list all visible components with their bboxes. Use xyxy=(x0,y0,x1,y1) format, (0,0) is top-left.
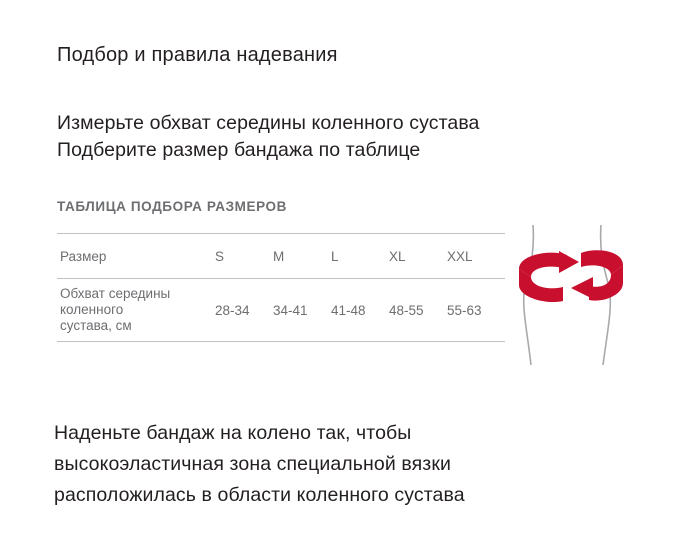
bottom-instruction-line-3: расположилась в области коленного сустава xyxy=(54,484,465,506)
table-header-size-xxl: XXL xyxy=(447,234,505,279)
table-row-label-line-2: коленного xyxy=(60,302,124,317)
table-row xyxy=(57,279,505,342)
table-header-size-s: S xyxy=(215,234,273,279)
table-cell-xl: 48-55 xyxy=(389,279,447,342)
top-instruction-line-2: Подберите размер бандажа по таблице xyxy=(57,139,421,161)
table-header-label: Размер xyxy=(57,234,215,279)
table-header-size-m: M xyxy=(273,234,331,279)
table-header-size-xl: XL xyxy=(389,234,447,279)
table-cell-l: 41-48 xyxy=(331,279,389,342)
table-header-row xyxy=(57,234,505,279)
table-header-size-l: L xyxy=(331,234,389,279)
top-instructions xyxy=(57,110,480,164)
bottom-instructions xyxy=(54,418,465,511)
knee-measure-illustration xyxy=(505,225,645,365)
bottom-instruction-line-2: высокоэластичная зона специальной вязки xyxy=(54,453,451,475)
table-row-label xyxy=(57,279,215,342)
table-cell-xxl: 55-63 xyxy=(447,279,505,342)
bottom-instruction-line-1: Наденьте бандаж на колено так, чтобы xyxy=(54,422,412,444)
table-row-label-line-1: Обхват середины xyxy=(60,286,171,301)
size-table xyxy=(57,233,505,342)
size-table-title: ТАБЛИЦА ПОДБОРА РАЗМЕРОВ xyxy=(57,199,287,214)
size-table-block xyxy=(57,199,505,342)
table-row-label-line-3: сустава, см xyxy=(60,318,132,333)
table-cell-m: 34-41 xyxy=(273,279,331,342)
knee-measure-icon xyxy=(505,225,645,365)
top-instruction-line-1: Измерьте обхват середины коленного сустава xyxy=(57,112,480,134)
table-cell-s: 28-34 xyxy=(215,279,273,342)
page-title: Подбор и правила надевания xyxy=(57,44,338,66)
